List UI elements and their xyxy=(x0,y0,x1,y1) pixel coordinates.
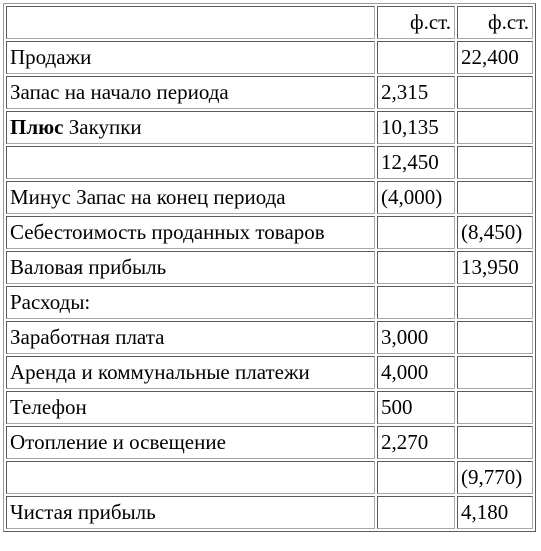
row-value-col2: (8,450) xyxy=(457,216,533,249)
row-label-cell xyxy=(6,461,375,494)
row-value-col2: 22,400 xyxy=(457,41,533,74)
row-label-cell xyxy=(6,391,375,424)
row-label: Телефон xyxy=(10,395,87,419)
table-row xyxy=(6,251,533,284)
table-row xyxy=(6,426,533,459)
row-label: Закупки xyxy=(63,115,142,139)
row-label-cell xyxy=(6,76,375,109)
row-label-cell xyxy=(6,251,375,284)
row-label-cell xyxy=(6,356,375,389)
row-label-cell xyxy=(6,321,375,354)
table-row xyxy=(6,216,533,249)
row-value-col1: 12,450 xyxy=(377,146,455,179)
row-value-col1: 4,000 xyxy=(377,356,455,389)
row-value-col2 xyxy=(457,321,533,354)
header-cell-currency-2: ф.ст. xyxy=(457,6,533,39)
row-value-col2 xyxy=(457,181,533,214)
income-statement-table xyxy=(3,3,536,532)
table-row xyxy=(6,356,533,389)
table-row xyxy=(6,286,533,319)
row-value-col1 xyxy=(377,286,455,319)
row-label: Отопление и освещение xyxy=(10,430,226,454)
table-row xyxy=(6,181,533,214)
header-cell-label xyxy=(6,6,375,39)
row-value-col1 xyxy=(377,251,455,284)
row-label-cell xyxy=(6,41,375,74)
row-label: Аренда и коммунальные платежи xyxy=(10,360,310,384)
table-header-row xyxy=(6,6,533,39)
row-value-col1: 500 xyxy=(377,391,455,424)
row-value-col2: 4,180 xyxy=(457,496,533,529)
row-label: Заработная плата xyxy=(10,325,165,349)
row-value-col2: 13,950 xyxy=(457,251,533,284)
row-label: Запас на начало периода xyxy=(10,80,229,104)
row-value-col2 xyxy=(457,146,533,179)
table-row xyxy=(6,496,533,529)
row-value-col1: 10,135 xyxy=(377,111,455,144)
row-label-cell xyxy=(6,146,375,179)
row-value-col1: (4,000) xyxy=(377,181,455,214)
table-row xyxy=(6,111,533,144)
row-label-cell xyxy=(6,216,375,249)
row-label-cell xyxy=(6,181,375,214)
table-row xyxy=(6,391,533,424)
row-label-cell xyxy=(6,286,375,319)
row-value-col1 xyxy=(377,461,455,494)
row-value-col1 xyxy=(377,216,455,249)
row-value-col1 xyxy=(377,496,455,529)
row-value-col2 xyxy=(457,76,533,109)
row-label: Продажи xyxy=(10,45,92,69)
row-value-col1 xyxy=(377,41,455,74)
header-cell-currency-1: ф.ст. xyxy=(377,6,455,39)
row-label: Чистая прибыль xyxy=(10,500,156,524)
row-value-col2 xyxy=(457,111,533,144)
financial-statement xyxy=(3,3,536,532)
row-label: Расходы: xyxy=(10,290,91,314)
row-label: Себестоимость проданных товаров xyxy=(10,220,325,244)
row-value-col2 xyxy=(457,426,533,459)
row-label-cell xyxy=(6,426,375,459)
table-row xyxy=(6,41,533,74)
row-value-col2 xyxy=(457,286,533,319)
row-value-col1: 2,315 xyxy=(377,76,455,109)
row-value-col1: 3,000 xyxy=(377,321,455,354)
row-label: Минус Запас на конец периода xyxy=(10,185,286,209)
row-label-bold: Плюс xyxy=(10,115,64,139)
row-value-col2 xyxy=(457,356,533,389)
row-value-col1: 2,270 xyxy=(377,426,455,459)
table-row xyxy=(6,76,533,109)
row-label-cell xyxy=(6,496,375,529)
table-row xyxy=(6,321,533,354)
row-label: Валовая прибыль xyxy=(10,255,167,279)
table-row xyxy=(6,146,533,179)
row-value-col2: (9,770) xyxy=(457,461,533,494)
row-label-cell xyxy=(6,111,375,144)
table-row xyxy=(6,461,533,494)
row-value-col2 xyxy=(457,391,533,424)
